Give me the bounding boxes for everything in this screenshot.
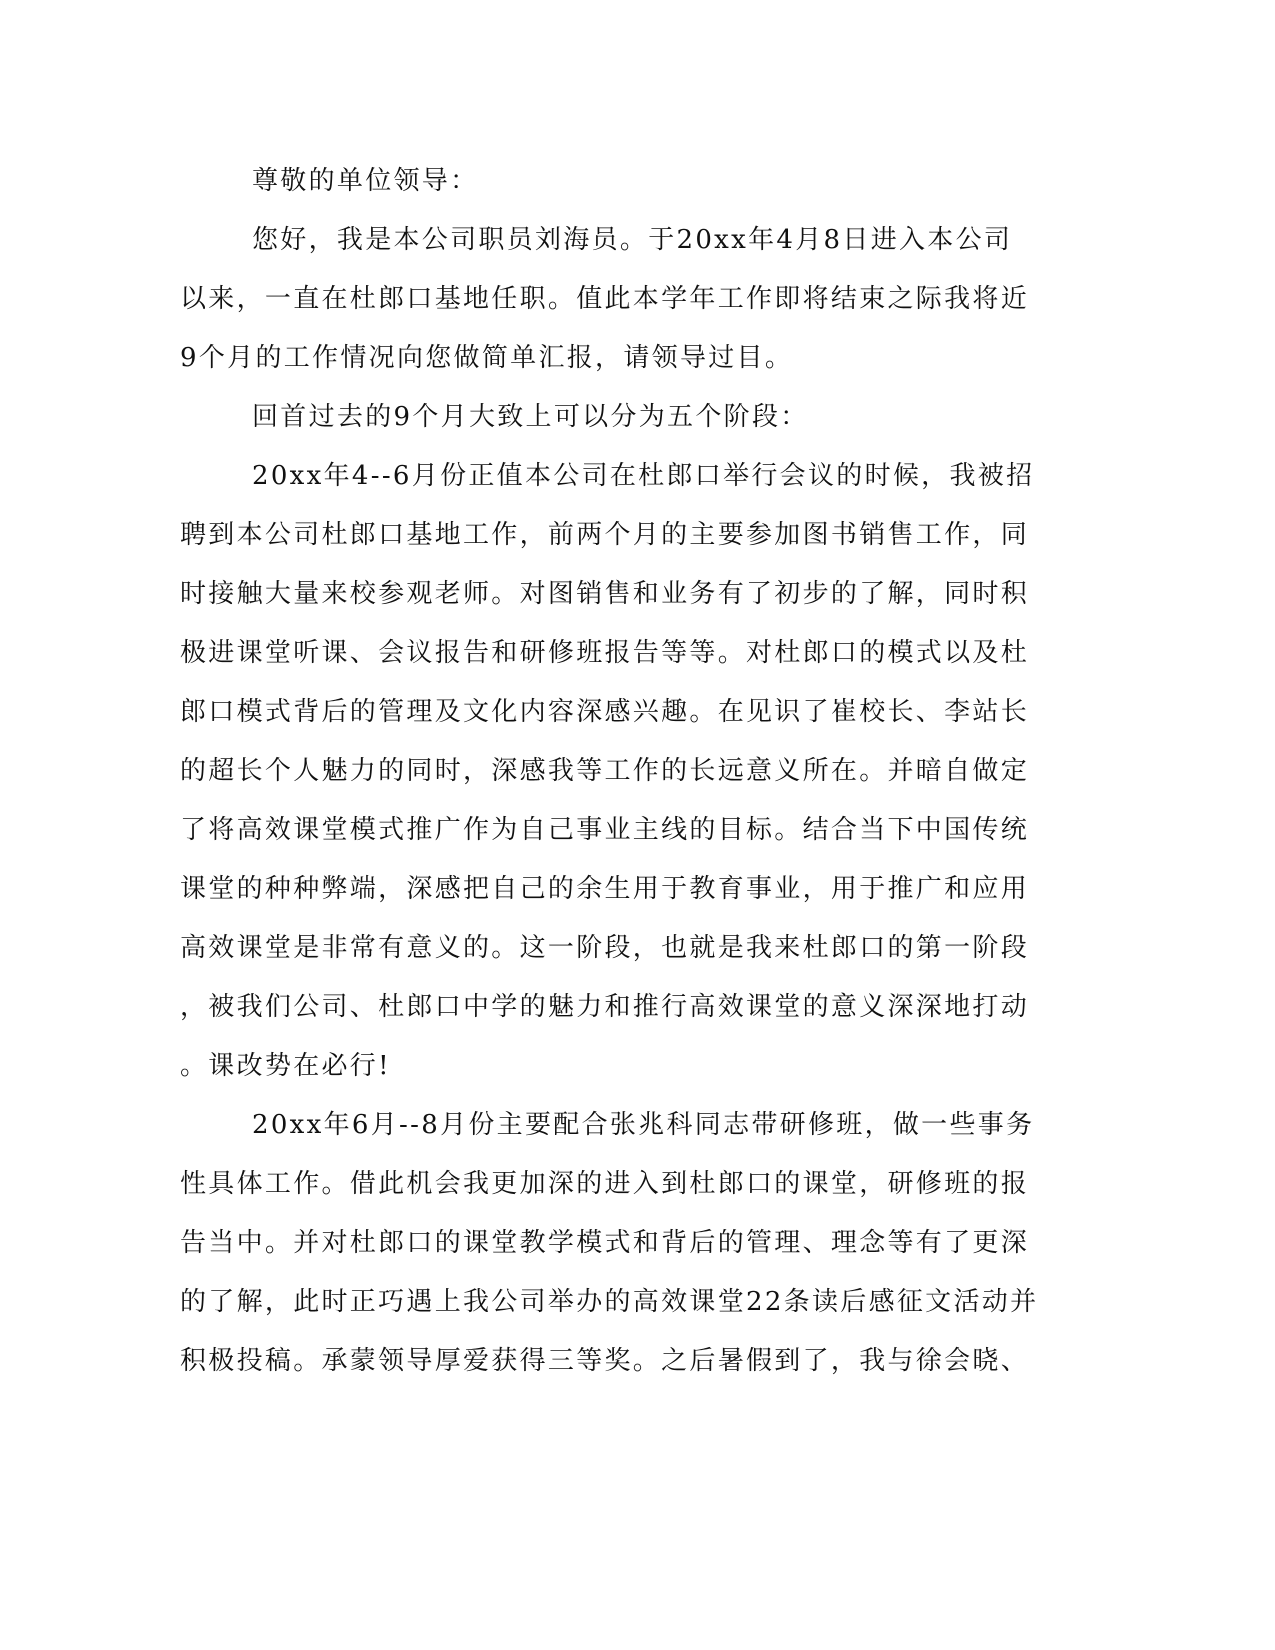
paragraph-line: ，被我们公司、杜郎口中学的魅力和推行高效课堂的意义深深地打动 xyxy=(180,992,1030,1022)
paragraph-line: 的了解，此时正巧遇上我公司举办的高效课堂22条读后感征文活动并 xyxy=(180,1287,1039,1317)
paragraph-line: 您好，我是本公司职员刘海员。于20xx年4月8日进入本公司 xyxy=(252,225,1013,255)
paragraph-line: 了将高效课堂模式推广作为自己事业主线的目标。结合当下中国传统 xyxy=(180,815,1030,845)
paragraph-line: 课堂的种种弊端，深感把自己的余生用于教育事业，用于推广和应用 xyxy=(180,874,1030,904)
paragraph-line: 以来，一直在杜郎口基地任职。值此本学年工作即将结束之际我将近 xyxy=(180,284,1030,314)
paragraph-line: 高效课堂是非常有意义的。这一阶段，也就是我来杜郎口的第一阶段 xyxy=(180,933,1030,963)
paragraph-line: 积极投稿。承蒙领导厚爱获得三等奖。之后暑假到了，我与徐会晓、 xyxy=(180,1346,1030,1376)
paragraph-line: 20xx年4--6月份正值本公司在杜郎口举行会议的时候，我被招 xyxy=(252,461,1035,491)
paragraph-line: 郎口模式背后的管理及文化内容深感兴趣。在见识了崔校长、李站长 xyxy=(180,697,1030,727)
paragraph-line: 9个月的工作情况向您做简单汇报，请领导过目。 xyxy=(180,343,794,373)
paragraph-line: 极进课堂听课、会议报告和研修班报告等等。对杜郎口的模式以及杜 xyxy=(180,638,1030,668)
paragraph-line: 20xx年6月--8月份主要配合张兆科同志带研修班，做一些事务 xyxy=(252,1110,1035,1140)
salutation-line: 尊敬的单位领导： xyxy=(252,166,479,196)
paragraph-line: 性具体工作。借此机会我更加深的进入到杜郎口的课堂，研修班的报 xyxy=(180,1169,1030,1199)
paragraph-line: 回首过去的9个月大致上可以分为五个阶段： xyxy=(252,402,809,432)
paragraph-line: 时接触大量来校参观老师。对图销售和业务有了初步的了解，同时积 xyxy=(180,579,1030,609)
paragraph-line: 。课改势在必行! xyxy=(180,1051,391,1081)
paragraph-line: 的超长个人魅力的同时，深感我等工作的长远意义所在。并暗自做定 xyxy=(180,756,1030,786)
paragraph-line: 告当中。并对杜郎口的课堂教学模式和背后的管理、理念等有了更深 xyxy=(180,1228,1030,1258)
paragraph-line: 聘到本公司杜郎口基地工作，前两个月的主要参加图书销售工作，同 xyxy=(180,520,1030,550)
